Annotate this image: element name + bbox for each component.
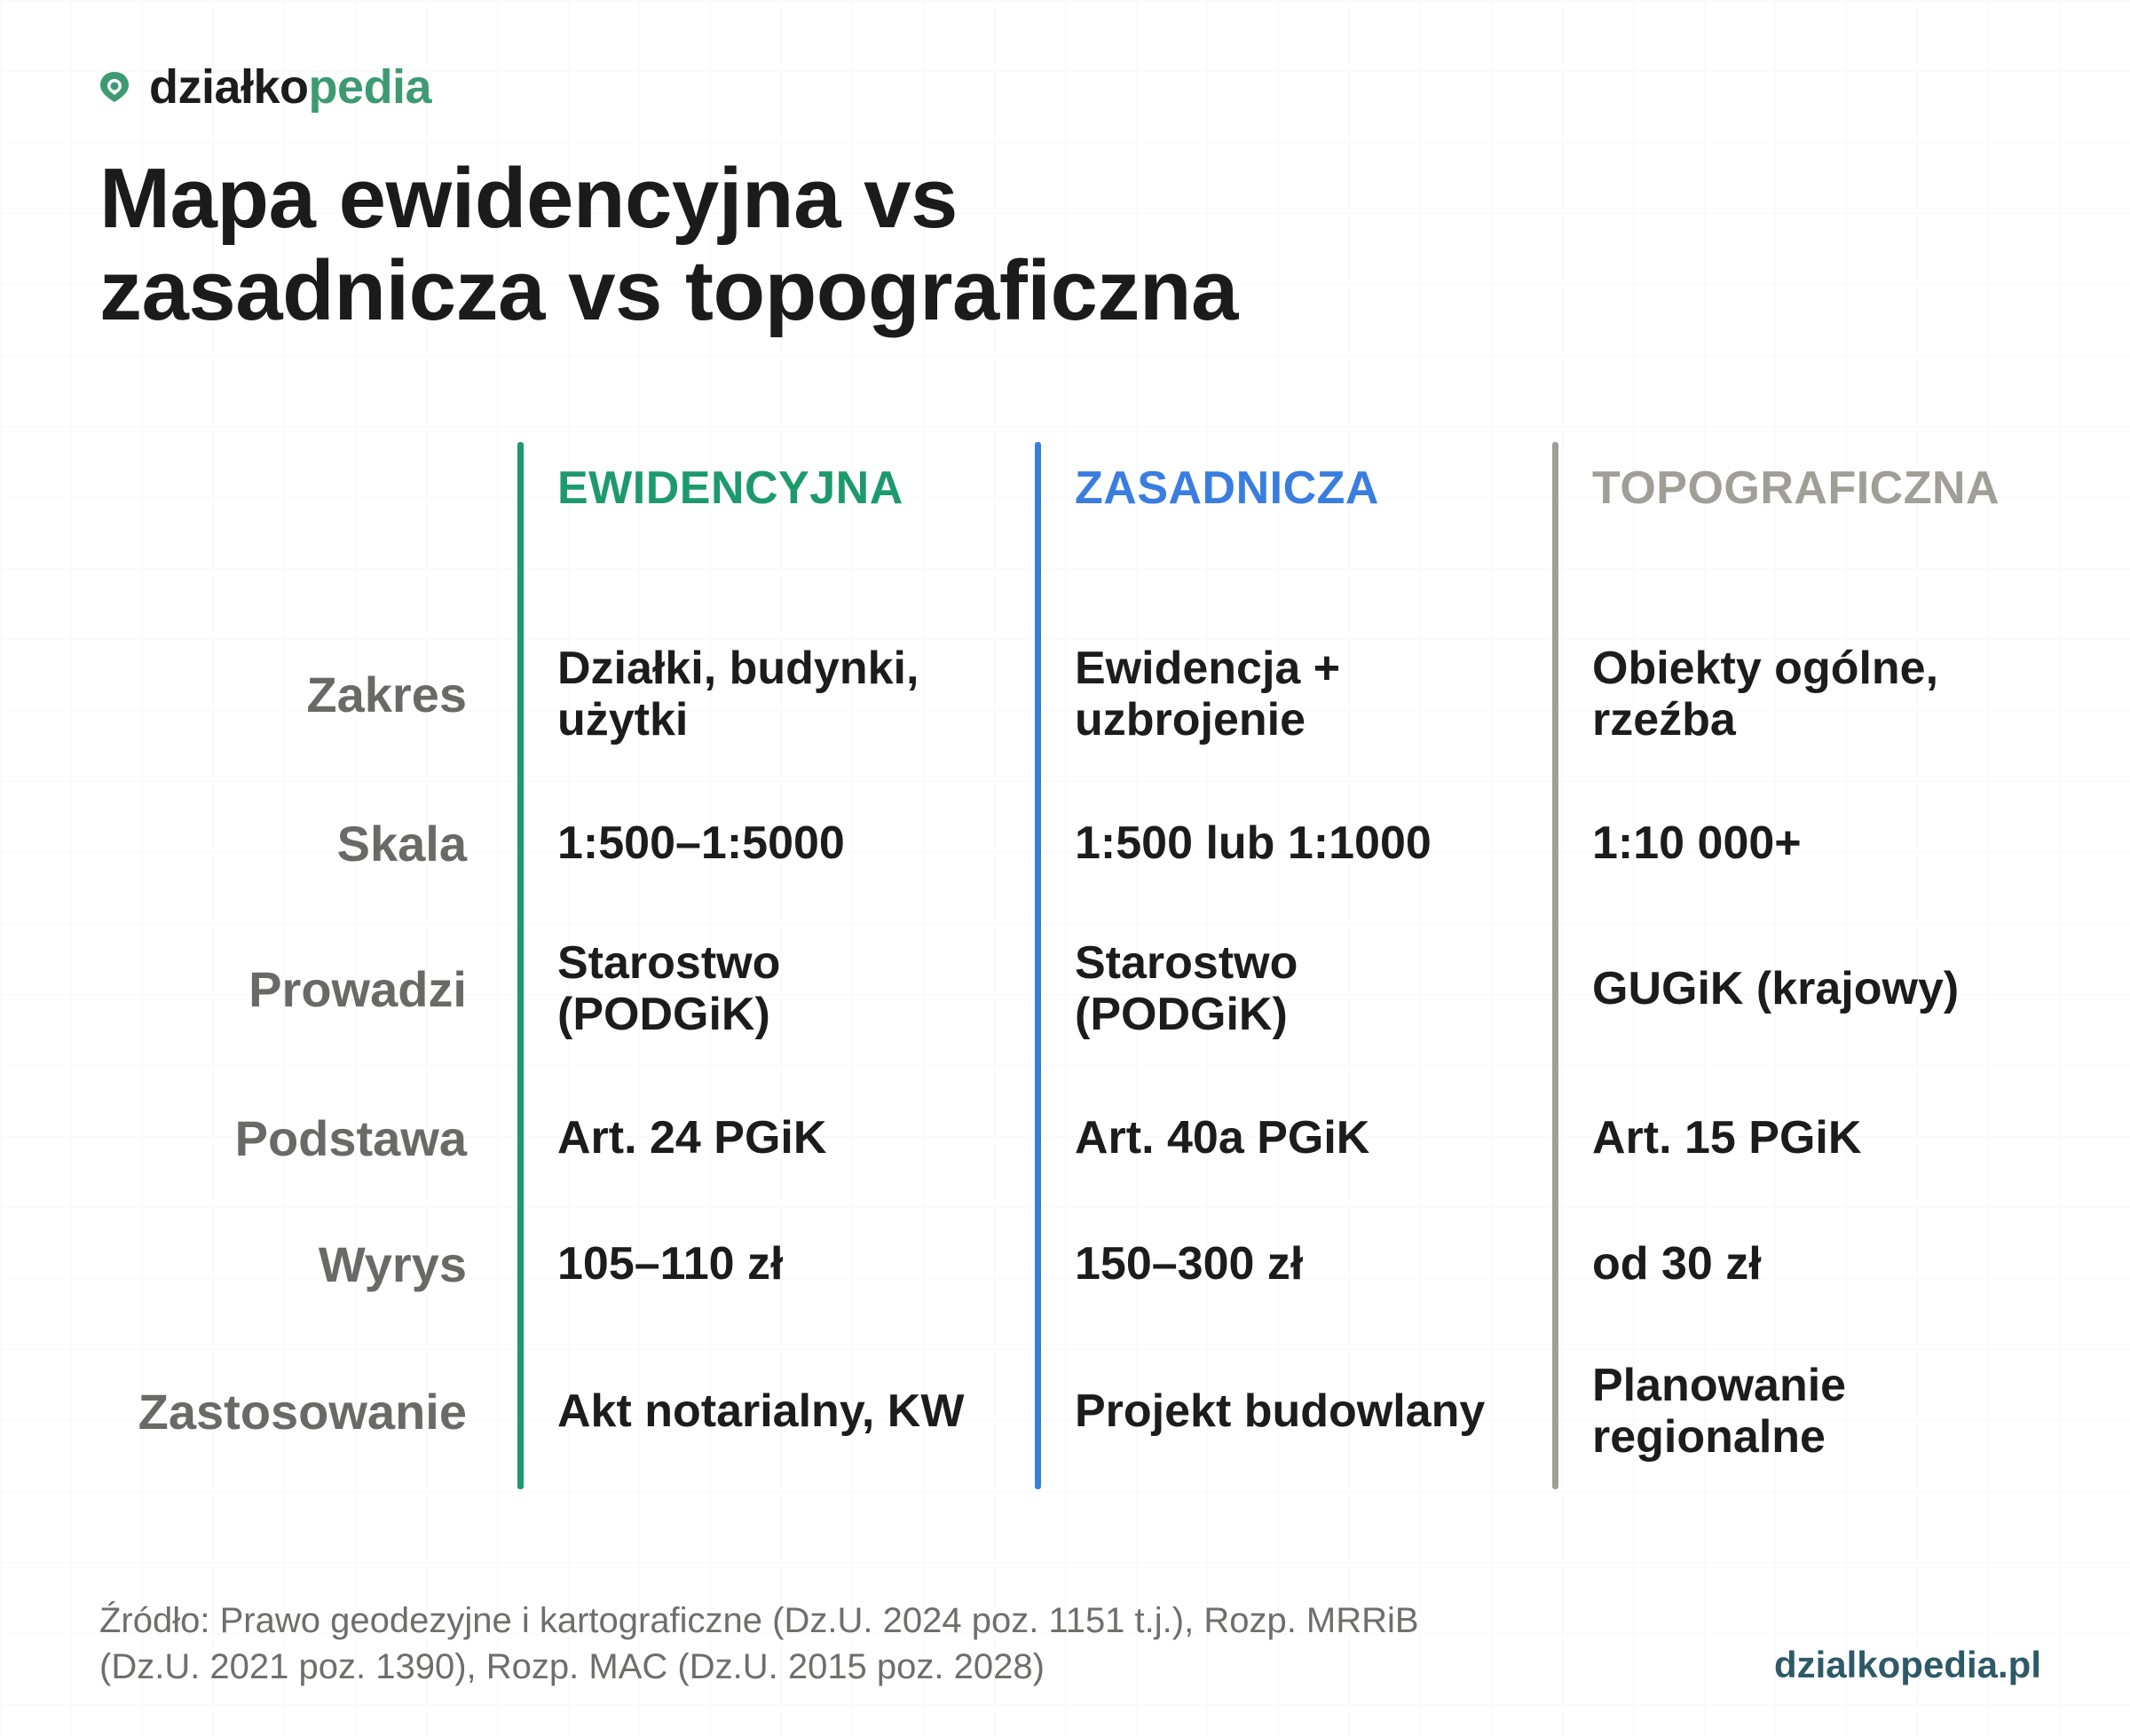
column-header-topograficzna: TOPOGRAFICZNA	[1592, 462, 2000, 514]
table-cell: Starostwo (PODGiK)	[557, 937, 781, 1040]
table-cell: Akt notarialny, KW	[557, 1385, 965, 1437]
row-label-prowadzi: Prowadzi	[248, 960, 467, 1017]
table-cell: 1:10 000+	[1592, 817, 1802, 869]
brand-name-part2: pedia	[308, 60, 432, 114]
table-cell: GUGiK (krajowy)	[1592, 963, 1960, 1014]
table-cell: Działki, budynki, użytki	[557, 643, 919, 746]
source-line-1: Źródło: Prawo geodezyjne i kartograficzne (Dz.U. 2024 poz. 1151 t.j.), Rozp. MRRiB	[99, 1601, 1419, 1640]
table-cell: Ewidencja + uzbrojenie	[1075, 643, 1341, 746]
table-cell: 1:500 lub 1:1000	[1075, 817, 1432, 869]
table-cell: od 30 zł	[1592, 1238, 1762, 1290]
column-header-zasadnicza: ZASADNICZA	[1075, 462, 1379, 514]
source-line-2: (Dz.U. 2021 poz. 1390), Rozp. MAC (Dz.U. 2015 poz. 2028)	[99, 1647, 1045, 1686]
table-cell: Art. 24 PGiK	[557, 1112, 827, 1164]
page-title-line2: zasadnicza vs topograficzna	[99, 243, 1238, 338]
brand-logo	[98, 59, 431, 115]
row-label-podstawa: Podstawa	[234, 1109, 467, 1166]
column-divider-ewidencyjna	[517, 442, 524, 1489]
table-cell: 105–110 zł	[557, 1238, 784, 1290]
brand-name-part1: działko	[149, 60, 309, 114]
column-header-ewidencyjna: EWIDENCYJNA	[557, 462, 903, 514]
table-cell: Projekt budowlany	[1075, 1385, 1486, 1437]
brand-name	[149, 59, 431, 114]
row-label-wyrys: Wyrys	[318, 1235, 467, 1292]
table-cell: Art. 15 PGiK	[1592, 1112, 1862, 1164]
column-divider-zasadnicza	[1035, 442, 1041, 1489]
row-label-skala: Skala	[336, 815, 467, 872]
table-cell: Art. 40a PGiK	[1075, 1112, 1370, 1164]
row-label-zakres: Zakres	[306, 666, 467, 722]
row-label-zastosowanie: Zastosowanie	[138, 1383, 467, 1440]
page-title	[99, 153, 1519, 337]
column-divider-topograficzna	[1552, 442, 1558, 1489]
table-cell: Starostwo (PODGiK)	[1075, 937, 1298, 1040]
table-cell: Obiekty ogólne, rzeźba	[1592, 643, 1939, 746]
source-note	[99, 1598, 1555, 1690]
table-cell: 1:500–1:5000	[557, 817, 845, 869]
table-cell: Planowanie regionalne	[1592, 1360, 1847, 1463]
table-cell: 150–300 zł	[1075, 1238, 1304, 1290]
site-url[interactable]: dzialkopedia.pl	[1773, 1644, 2041, 1685]
page-title-line1: Mapa ewidencyjna vs	[99, 151, 958, 246]
map-pin-icon	[98, 70, 131, 104]
